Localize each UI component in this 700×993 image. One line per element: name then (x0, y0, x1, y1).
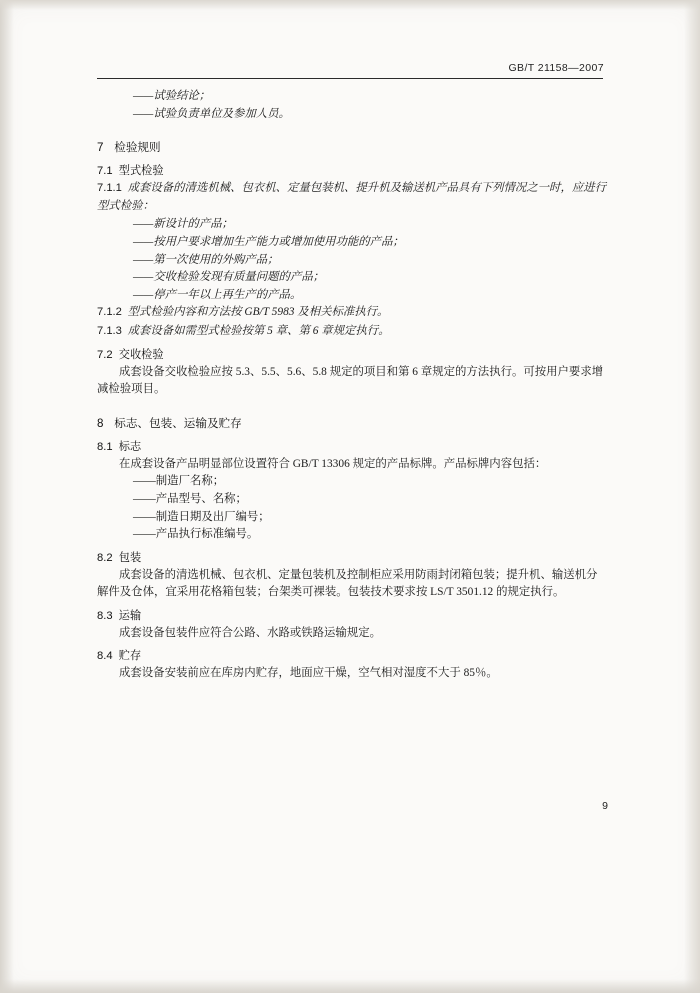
section-number: 8.1 (97, 440, 113, 453)
section-title: 标志 (118, 440, 142, 453)
section-number: 8.3 (97, 609, 113, 622)
section-number: 7.2 (97, 348, 113, 361)
list-item: ——试验负责单位及参加人员。 (133, 107, 290, 120)
clause-text: 型式检验内容和方法按 GB/T 5983 及相关标准执行。 (127, 306, 389, 319)
list-item: ——第一次使用的外购产品； (133, 253, 279, 266)
clause-7-1-3 (97, 323, 607, 341)
section-number: 8 (97, 416, 104, 430)
section-title: 贮存 (118, 650, 142, 663)
section-number: 7 (97, 141, 104, 155)
clause-8-1-text: 在成套设备产品明显部位设置符合 GB/T 13306 规定的产品标牌。产品标牌内容包括： (119, 457, 547, 470)
section-number: 8.2 (97, 551, 113, 564)
clause-8-4-text: 成套设备安装前应在库房内贮存，地面应干燥，空气相对湿度不大于 85％。 (119, 667, 498, 680)
section-number: 8.4 (97, 650, 113, 663)
clause-text: 成套设备如需型式检验按第 5 章、第 6 章规定执行。 (127, 324, 390, 337)
list-item: ——交收检验发现有质量问题的产品； (133, 271, 325, 284)
list-item: ——试验结论； (133, 90, 211, 102)
section-title: 检验规则 (114, 141, 161, 155)
clause-number: 7.1.3 (97, 324, 122, 337)
clause-7-1-1 (97, 180, 607, 215)
clause-number: 7.1.1 (97, 182, 122, 195)
section-heading-8-1 (97, 438, 607, 456)
list-item: ——新设计的产品； (133, 218, 233, 231)
section-heading-8-2 (97, 549, 607, 567)
page-edge-right (684, 0, 700, 993)
section-title: 运输 (118, 609, 142, 622)
section-title: 包装 (118, 551, 142, 564)
list-item: ——制造厂名称； (133, 475, 225, 488)
clause-7-2-text: 成套设备交收检验应按 5.3、5.5、5.6、5.8 规定的项目和第 6 章规定的方法执行。可按用户要求增减检验项目。 (97, 365, 604, 396)
page-edge-left (0, 0, 14, 993)
clause-8-3-text: 成套设备包装件应符合公路、水路或铁路运输规定。 (119, 626, 381, 639)
section-title: 标志、包装、运输及贮存 (114, 416, 242, 430)
page-content (97, 88, 607, 683)
page-header-standard-number: GB/T 21158—2007 (508, 62, 604, 74)
section-heading-8-4 (97, 647, 607, 665)
list-item: ——产品型号、名称； (133, 492, 247, 505)
section-title: 型式检验 (118, 165, 164, 178)
page-edge-top (0, 0, 700, 10)
section-heading-8 (97, 414, 607, 433)
clause-number: 7.1.2 (97, 306, 122, 319)
section-number: 7.1 (97, 165, 113, 178)
list-item: ——制造日期及出厂编号； (133, 510, 270, 523)
section-heading-7-2 (97, 346, 607, 364)
clause-7-1-2 (97, 304, 607, 322)
section-heading-7-1 (97, 162, 607, 180)
list-item: ——按用户要求增加生产能力或增加使用功能的产品； (133, 235, 404, 248)
list-item: ——停产一年以上再生产的产品。 (133, 288, 302, 301)
page-edge-bottom (0, 979, 700, 993)
list-item: ——产品执行标准编号。 (133, 528, 259, 541)
page-number: 9 (602, 800, 608, 812)
section-title: 交收检验 (118, 348, 164, 361)
header-rule (97, 78, 603, 79)
clause-text: 成套设备的清选机械、包衣机、定量包装机、提升机及输送机产品具有下列情况之一时，应进行型式检验： (97, 182, 607, 212)
section-heading-8-3 (97, 607, 607, 625)
clause-8-2-text: 成套设备的清选机械、包衣机、定量包装机及控制柜应采用防雨封闭箱包装；提升机、输送机分解件及仓体，宜采用花格箱包装；台架类可裸装。包装技术要求按 LS/T 3501.12 的规定执行。 (97, 568, 598, 599)
section-heading-7 (97, 138, 607, 157)
